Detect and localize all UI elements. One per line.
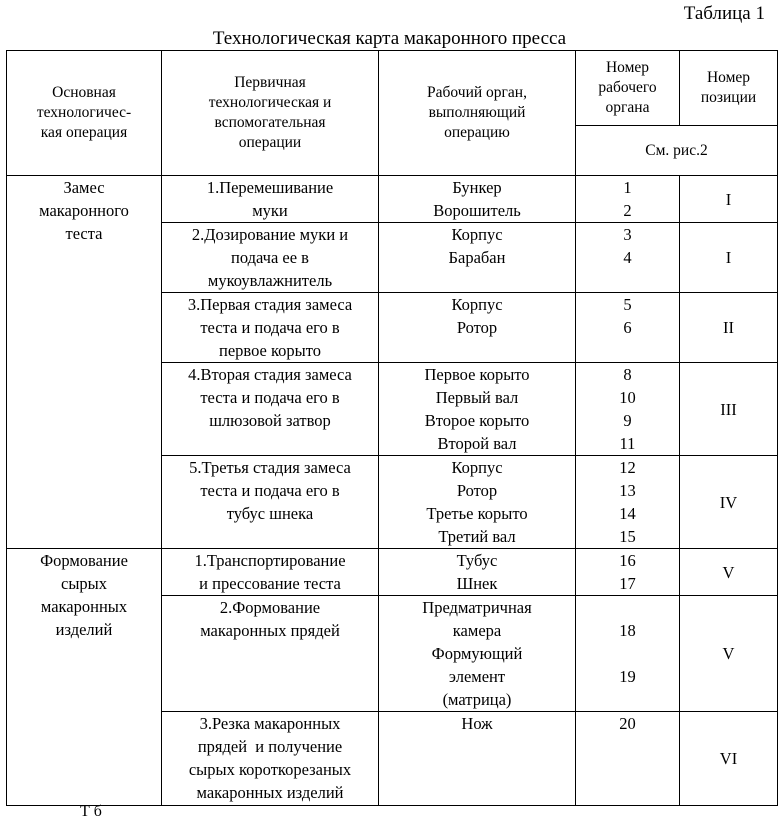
text-line: 2 xyxy=(623,201,632,220)
text-line: 6 xyxy=(623,318,632,337)
working-organ-cell xyxy=(379,293,576,363)
text-line: 19 xyxy=(619,667,636,686)
tech-map-table xyxy=(6,50,778,806)
text-line: 11 xyxy=(619,434,636,453)
table-title: Технологическая карта макаронного пресса xyxy=(212,28,567,49)
text-line: первое корыто xyxy=(219,341,321,360)
position-cell: I xyxy=(680,223,778,293)
text-line: Бункер xyxy=(452,178,502,197)
text-line: Замес xyxy=(63,178,105,197)
text-line: 3 xyxy=(623,225,632,244)
text-line: 4 xyxy=(623,248,632,267)
text-line: 2.Формование xyxy=(219,598,321,617)
position-cell: VI xyxy=(680,712,778,806)
working-organ-cell xyxy=(379,596,576,712)
text-line: сырых xyxy=(61,574,107,593)
text-line: макаронных xyxy=(40,597,128,616)
text-line: 3.Первая стадия замеса xyxy=(187,295,353,314)
text-line: Формование xyxy=(40,551,128,570)
text-line: муки xyxy=(252,201,288,220)
see-figure-cell: См. рис.2 xyxy=(576,126,778,176)
text-line xyxy=(578,642,677,665)
primary-operation-cell xyxy=(162,549,379,596)
position-cell: V xyxy=(680,596,778,712)
text-line: Третье корыто xyxy=(426,504,528,523)
text-line: 15 xyxy=(619,527,636,546)
text-line: 12 xyxy=(619,458,636,477)
text-line: Шнек xyxy=(456,574,498,593)
text-line: элемент xyxy=(448,667,506,686)
main-operation-cell xyxy=(7,549,162,806)
text-line: вспомогательная xyxy=(214,114,326,131)
text-line: мукоувлажнитель xyxy=(207,271,333,290)
text-line: Ворошитель xyxy=(433,201,521,220)
organ-number-cell xyxy=(576,223,680,293)
text-line: кая операция xyxy=(40,124,128,141)
header-main-operation xyxy=(7,51,162,176)
text-line: теста и подача его в xyxy=(200,318,340,337)
position-cell: IV xyxy=(680,456,778,549)
text-line: Рабочий орган, xyxy=(427,84,527,101)
primary-operation-cell xyxy=(162,596,379,712)
text-line: шлюзовой затвор xyxy=(209,411,331,430)
text-line: Первое корыто xyxy=(424,365,530,384)
working-organ-cell xyxy=(379,549,576,596)
text-line: Второе корыто xyxy=(424,411,530,430)
text-line: 1.Перемешивание xyxy=(206,178,334,197)
text-line: и прессование теста xyxy=(199,574,341,593)
text-line: 17 xyxy=(619,574,636,593)
text-line: технологическая и xyxy=(208,94,332,111)
text-line: Первичная xyxy=(234,74,306,91)
organ-number-cell xyxy=(576,176,680,223)
text-line: 2.Дозирование муки и xyxy=(191,225,349,244)
text-line: Третий вал xyxy=(438,527,516,546)
primary-operation-cell xyxy=(162,712,379,806)
text-line: позиции xyxy=(700,89,757,106)
working-organ-cell xyxy=(379,176,576,223)
organ-number-cell xyxy=(576,363,680,456)
primary-operation-cell xyxy=(162,293,379,363)
header-working-organ xyxy=(379,51,576,176)
text-line: теста xyxy=(65,224,103,243)
text-line: сырых короткорезаных xyxy=(188,760,352,779)
text-line: подача ее в xyxy=(231,248,309,267)
header-position-number xyxy=(680,51,778,126)
text-line: Формующий xyxy=(431,644,523,663)
text-line: макаронных прядей xyxy=(200,621,340,640)
text-line: 13 xyxy=(619,481,636,500)
text-line: Ротор xyxy=(456,318,498,337)
text-line: 4.Вторая стадия замеса xyxy=(188,365,352,384)
organ-number-cell xyxy=(576,293,680,363)
text-line: тубус шнека xyxy=(226,504,314,523)
text-line: операцию xyxy=(444,124,510,141)
text-line: Предматричная xyxy=(422,598,532,617)
organ-number-cell xyxy=(576,549,680,596)
text-line: Первый вал xyxy=(435,388,519,407)
text-line: макаронных изделий xyxy=(196,783,344,802)
text-line: прядей и получение xyxy=(197,737,343,756)
text-line: 14 xyxy=(619,504,636,523)
working-organ-cell xyxy=(379,363,576,456)
text-line: 1.Транспортирование xyxy=(194,551,346,570)
text-line xyxy=(578,596,677,619)
main-operation-cell xyxy=(7,176,162,549)
text-line: выполняющий xyxy=(428,104,526,121)
text-line: 3.Резка макаронных xyxy=(199,714,341,733)
organ-number-cell xyxy=(576,596,680,712)
text-line: рабочего xyxy=(598,79,657,96)
text-line xyxy=(578,688,677,711)
primary-operation-cell xyxy=(162,363,379,456)
text-line: Основная xyxy=(52,84,116,101)
position-cell: V xyxy=(680,549,778,596)
position-cell: II xyxy=(680,293,778,363)
table-row xyxy=(7,176,778,223)
position-cell: I xyxy=(680,176,778,223)
text-line: Нож xyxy=(461,714,493,733)
footer-text-fragment: Т б xyxy=(80,803,102,820)
text-line: Номер xyxy=(605,59,650,76)
text-line: 5 xyxy=(623,295,632,314)
primary-operation-cell xyxy=(162,223,379,293)
text-line: теста и подача его в xyxy=(200,388,340,407)
text-line: Корпус xyxy=(451,225,503,244)
text-line: 1 xyxy=(623,178,632,197)
text-line: 5.Третья стадия замеса xyxy=(189,458,351,477)
text-line: 10 xyxy=(619,388,636,407)
text-line: макаронного xyxy=(39,201,129,220)
text-line: 20 xyxy=(619,714,636,733)
text-line: Номер xyxy=(706,69,751,86)
text-line: операции xyxy=(238,134,302,151)
primary-operation-cell xyxy=(162,176,379,223)
text-line: Ротор xyxy=(456,481,498,500)
text-line: (матрица) xyxy=(442,690,512,709)
working-organ-cell xyxy=(379,223,576,293)
position-cell: III xyxy=(680,363,778,456)
text-line: Корпус xyxy=(451,295,503,314)
text-line: Второй вал xyxy=(437,434,517,453)
organ-number-cell xyxy=(576,712,680,806)
header-organ-number xyxy=(576,51,680,126)
text-line: теста и подача его в xyxy=(200,481,340,500)
text-line: Тубус xyxy=(456,551,498,570)
text-line: 16 xyxy=(619,551,636,570)
text-line: Корпус xyxy=(451,458,503,477)
text-line: 9 xyxy=(623,411,632,430)
working-organ-cell xyxy=(379,456,576,549)
organ-number-cell xyxy=(576,456,680,549)
header-primary-operations xyxy=(162,51,379,176)
text-line: 8 xyxy=(623,365,632,384)
text-line: изделий xyxy=(55,620,113,639)
text-line: технологичес- xyxy=(36,104,132,121)
table-row xyxy=(7,549,778,596)
table-number: Таблица 1 xyxy=(683,3,765,24)
text-line: камера xyxy=(452,621,502,640)
working-organ-cell xyxy=(379,712,576,806)
primary-operation-cell xyxy=(162,456,379,549)
text-line: 18 xyxy=(619,621,636,640)
table-body xyxy=(7,176,778,806)
text-line: Барабан xyxy=(448,248,506,267)
text-line: органа xyxy=(605,99,650,116)
